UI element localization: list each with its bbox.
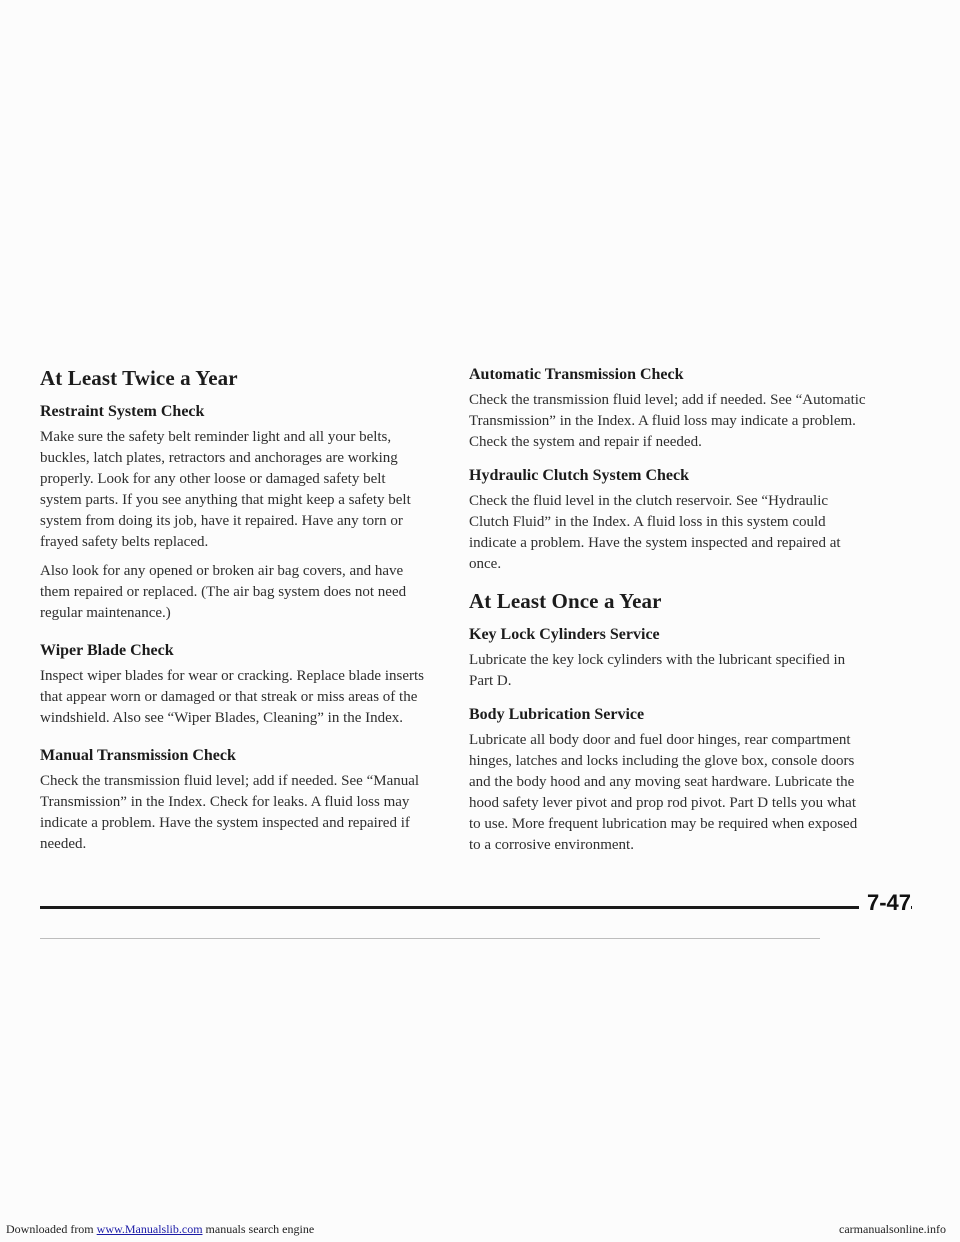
watermark-prefix: Downloaded from: [6, 1222, 97, 1236]
wiper-blade-check-paragraph: Inspect wiper blades for wear or cracking. Replace blade inserts that appear worn or damaged or that streak or miss areas of the windshield. Also see “Wiper Blades, Cleaning” in the Index.: [40, 668, 425, 726]
key-lock-cylinders-title: Key Lock Cylinders Service: [469, 626, 660, 643]
body-lubrication-paragraph: Lubricate all body door and fuel door hinges, rear compartment hinges, latches and locks including the glove box, console doors and the body hood and any moving seat hardware. Lubricate the hood safety lever pivot and prop rod pivot. Part D tells you what to use. More frequent lubrication may be required when exposed to a corrosive environment.: [469, 732, 858, 853]
left-column: [40, 366, 430, 863]
key-lock-cylinders-paragraph: Lubricate the key lock cylinders with the lubricant specified in Part D.: [469, 652, 846, 689]
section-heading-once-a-year: At Least Once a Year: [469, 589, 662, 613]
right-column: [469, 366, 869, 864]
page-number: 7-47: [859, 890, 911, 916]
wiper-blade-check-title: Wiper Blade Check: [40, 642, 174, 659]
hydraulic-clutch-check-paragraph: Check the fluid level in the clutch reservoir. See “Hydraulic Clutch Fluid” in the Index. A fluid loss in this system could indicate a problem. Have the system inspected and repaired at once.: [469, 493, 841, 572]
site-watermark-right: carmanualsonline.info: [839, 1222, 946, 1236]
download-watermark: [6, 1222, 314, 1237]
restraint-system-check-paragraph-2: Also look for any opened or broken air bag covers, and have them repaired or replaced. (The air bag system does not need regular maintenance.): [40, 563, 407, 621]
hydraulic-clutch-check-title: Hydraulic Clutch System Check: [469, 467, 689, 484]
section-heading-twice-a-year: At Least Twice a Year: [40, 366, 238, 390]
manual-transmission-check-title: Manual Transmission Check: [40, 747, 236, 764]
body-lubrication-title: Body Lubrication Service: [469, 706, 645, 723]
footer-thin-rule: [40, 938, 820, 939]
watermark-suffix: manuals search engine: [202, 1222, 315, 1236]
restraint-system-check-paragraph-1: Make sure the safety belt reminder light and all your belts, buckles, latch plates, retractors and anchorages are working properly. Look for any other loose or damaged safety belt system parts. If you see anything that might keep a safety belt system from doing its job, have it repaired. Have any torn or frayed safety belts replaced.: [40, 429, 411, 550]
manual-transmission-check-paragraph: Check the transmission fluid level; add if needed. See “Manual Transmission” in the Index. Check for leaks. A fluid loss may indicate a problem. Have the system inspected and repaired if needed.: [40, 773, 420, 852]
restraint-system-check-title: Restraint System Check: [40, 403, 205, 420]
automatic-transmission-check-paragraph: Check the transmission fluid level; add if needed. See “Automatic Transmission” in the Index. A fluid loss may indicate a problem. Check the system and repair if needed.: [469, 392, 866, 450]
footer-rule: [40, 906, 912, 909]
automatic-transmission-check-title: Automatic Transmission Check: [469, 366, 684, 383]
manualslib-link[interactable]: www.Manualslib.com: [96, 1222, 203, 1236]
